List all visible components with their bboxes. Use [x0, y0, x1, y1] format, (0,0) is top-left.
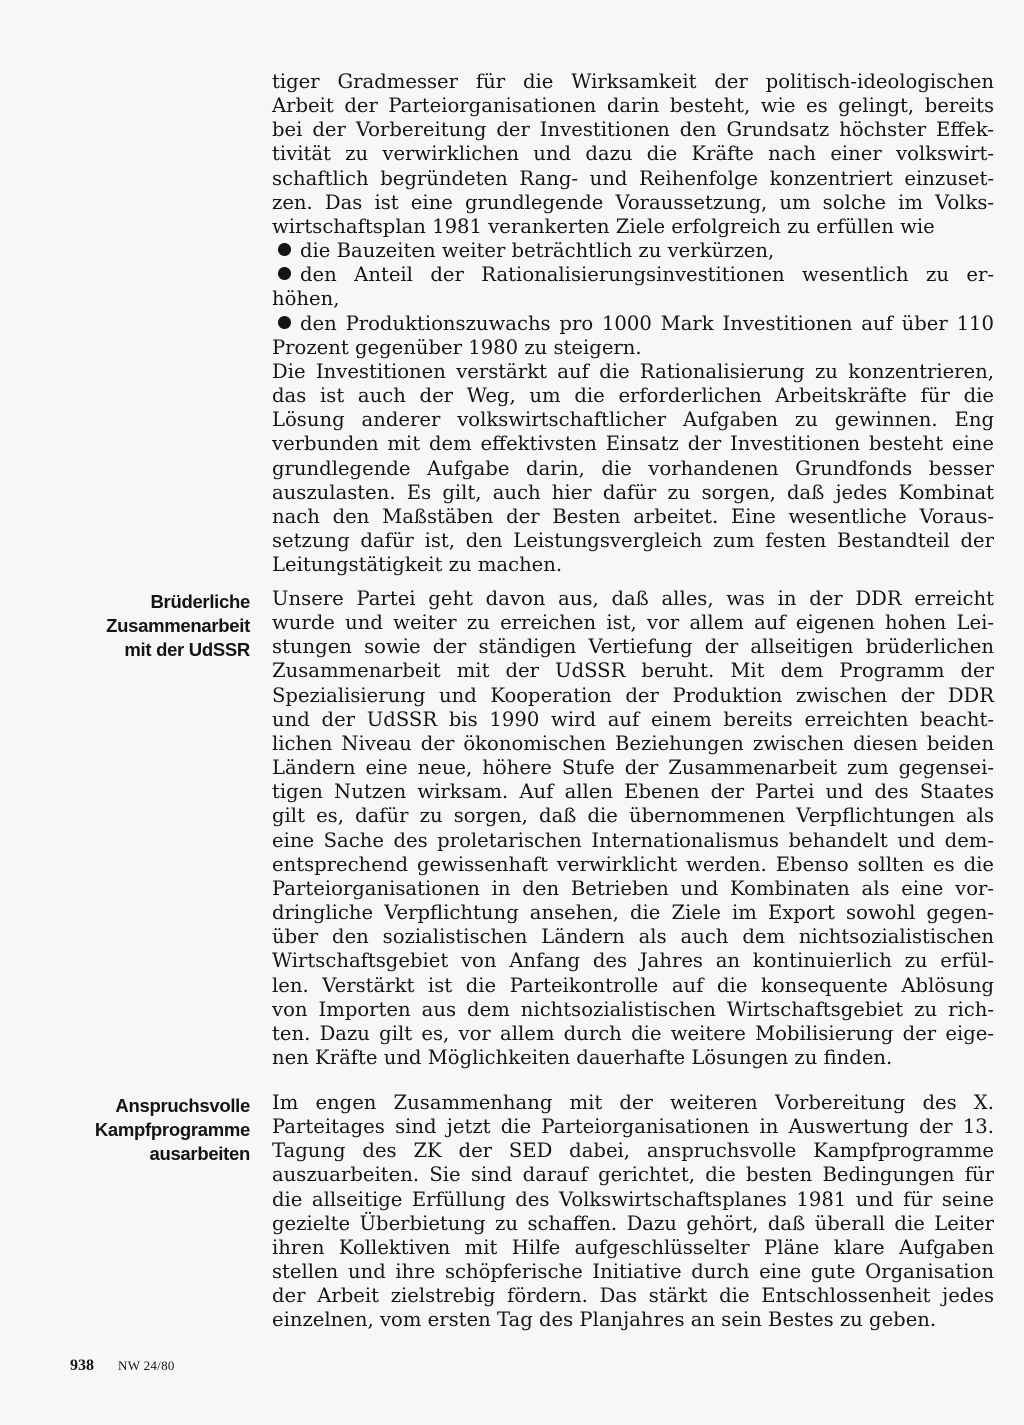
text-line: setzung dafür ist, den Leistungsvergleich zum festen Bestandteil der — [272, 528, 994, 552]
text-line: ten. Dazu gilt es, vor allem durch die weitere Mobilisierung der eige- — [272, 1021, 994, 1045]
paragraph-rationalisierung — [272, 360, 994, 577]
text-line: Wirtschaftsgebiet von Anfang des Jahres an kontinuierlich zu erfül- — [272, 949, 994, 973]
text-line: der Arbeit zielstrebig fördern. Das stärkt die Entschlossenheit jedes — [272, 1284, 994, 1308]
text-line: Tagung des ZK der SED dabei, anspruchsvolle Kampfprogramme — [272, 1139, 994, 1163]
side-heading-line: mit der UdSSR — [124, 639, 250, 660]
text-line: wirtschaftsplan 1981 verankerten Ziele erfolgreich zu erfüllen wie — [272, 214, 935, 238]
text-line: tiger Gradmesser für die Wirksamkeit der politisch-ideologischen — [272, 70, 994, 93]
page-number: 938 — [70, 1357, 94, 1374]
text-line: ihren Kollektiven mit Hilfe aufgeschlüsselter Pläne klare Aufgaben — [272, 1235, 994, 1259]
bullet-icon — [278, 243, 291, 256]
text-line: tivität zu verwirklichen und dazu die Kräfte nach einer volkswirt- — [272, 142, 994, 166]
bullet-list — [272, 239, 994, 360]
text-line: eine Sache des proletarischen Internationalismus behandelt und dem- — [272, 828, 994, 852]
text-line: Parteitages sind jetzt die Parteiorganisationen in Auswertung der 13. — [272, 1115, 994, 1139]
text-line: tigen Nutzen wirksam. Auf allen Ebenen der Partei und des Staates — [272, 780, 994, 804]
text-line: stellen und ihre schöpferische Initiative durch eine gute Organisation — [272, 1260, 994, 1284]
text-line: grundlegende Aufgabe darin, die vorhandenen Grundfonds besser — [272, 456, 994, 480]
journal-reference: NW 24/80 — [118, 1358, 175, 1373]
text-line: und der UdSSR bis 1990 wird auf einem bereits erreichten beacht- — [272, 707, 994, 731]
list-item — [272, 263, 994, 287]
text-line: Arbeit der Parteiorganisationen darin besteht, wie es gelingt, bereits — [272, 94, 994, 118]
text-line: entsprechend gewissenhaft verwirklicht werden. Ebenso sollten es die — [272, 852, 994, 876]
text-line: das ist auch der Weg, um die erforderlichen Arbeitskräfte für die — [272, 384, 994, 408]
side-heading-line: Brüderliche — [150, 591, 250, 612]
side-heading-kampfprogramme — [60, 1094, 250, 1166]
body-text-block-1 — [272, 70, 994, 577]
body-text-block-3 — [272, 1091, 994, 1333]
text-line: verbunden mit dem effektivsten Einsatz der Investitionen besteht eine — [272, 432, 994, 456]
text-line: wurde und weiter zu erreichen ist, vor allem auf eigenen hohen Lei- — [272, 611, 994, 635]
text-line: nach den Maßstäben der Besten arbeitet. Eine wesentliche Voraus- — [272, 504, 994, 528]
list-item-text: den Produktionszuwachs pro 1000 Mark Investitionen auf über 110 — [300, 311, 994, 335]
list-item — [272, 239, 994, 263]
side-heading-line: Zusammenarbeit — [106, 615, 250, 636]
side-heading-zusammenarbeit — [60, 590, 250, 662]
text-line: zen. Das ist eine grundlegende Voraussetzung, um solche im Volks- — [272, 190, 994, 214]
text-line: von Importen aus dem nichtsozialistischen Wirtschaftsgebiet zu rich- — [272, 997, 994, 1021]
text-line: lichen Niveau der ökonomischen Beziehungen zwischen diesen beiden — [272, 731, 994, 755]
text-line: Spezialisierung und Kooperation der Produktion zwischen der DDR — [272, 683, 994, 707]
list-item-text: die Bauzeiten weiter beträchtlich zu verkürzen, — [300, 239, 775, 263]
text-line: Lösung anderer volkswirtschaftlicher Aufgaben zu gewinnen. Eng — [272, 408, 994, 432]
side-heading-line: Kampfprogramme — [94, 1119, 250, 1140]
list-item-text: den Anteil der Rationalisierungsinvestitionen wesentlich zu er- — [300, 263, 994, 287]
text-line: len. Verstärkt ist die Parteikontrolle auf die konsequente Ablösung — [272, 973, 994, 997]
text-line: auszuarbeiten. Sie sind darauf gerichtet, die besten Bedingungen für — [272, 1163, 994, 1187]
text-line: Parteiorganisationen in den Betrieben und Kombinaten als eine vor- — [272, 876, 994, 900]
body-text-block-2 — [272, 587, 994, 1070]
text-line: schaftlich begründeten Rang- und Reihenfolge konzentriert einzuset- — [272, 166, 994, 190]
list-item-continuation: Prozent gegenüber 1980 zu steigern. — [272, 335, 642, 359]
text-line: gezielte Überbietung zu schaffen. Dazu gehört, daß überall die Leiter — [272, 1211, 994, 1235]
paragraph-intro — [272, 70, 994, 239]
list-item — [272, 312, 994, 336]
side-heading-line: ausarbeiten — [149, 1143, 250, 1164]
text-line: stungen sowie der ständigen Vertiefung der allseitigen brüderlichen — [272, 635, 994, 659]
text-line: nen Kräfte und Möglichkeiten dauerhafte Lösungen zu finden. — [272, 1045, 893, 1069]
paragraph-kampfprogramme — [272, 1091, 994, 1333]
text-line: Die Investitionen verstärkt auf die Rationalisierung zu konzentrieren, — [272, 359, 994, 383]
text-line: die allseitige Erfüllung des Volkswirtschaftsplanes 1981 und für seine — [272, 1187, 994, 1211]
text-line: gilt es, dafür zu sorgen, daß die übernommenen Verpflichtungen als — [272, 804, 994, 828]
text-line: Zusammenarbeit mit der UdSSR beruht. Mit dem Programm der — [272, 659, 994, 683]
text-line: bei der Vorbereitung der Investitionen den Grundsatz höchster Effek- — [272, 118, 994, 142]
text-line: Unsere Partei geht davon aus, daß alles, was in der DDR erreicht — [272, 587, 994, 610]
list-item-continuation: höhen, — [272, 287, 340, 311]
text-line: Im engen Zusammenhang mit der weiteren Vorbereitung des X. — [272, 1091, 994, 1114]
bullet-icon — [278, 267, 291, 280]
bullet-icon — [278, 316, 291, 329]
text-line: auszulasten. Es gilt, auch hier dafür zu sorgen, daß jedes Kombinat — [272, 480, 994, 504]
page-footer — [70, 1357, 175, 1375]
text-line: Ländern eine neue, höhere Stufe der Zusammenarbeit zum gegensei- — [272, 756, 994, 780]
text-line: Leitungstätigkeit zu machen. — [272, 553, 563, 577]
text-line: einzelnen, vom ersten Tag des Planjahres an sein Bestes zu geben. — [272, 1308, 937, 1332]
text-line: über den sozialistischen Ländern als auch dem nichtsozialistischen — [272, 925, 994, 949]
paragraph-udssr — [272, 587, 994, 1070]
text-line: dringliche Verpflichtung ansehen, die Ziele im Export sowohl gegen- — [272, 901, 994, 925]
side-heading-line: Anspruchsvolle — [115, 1095, 250, 1116]
